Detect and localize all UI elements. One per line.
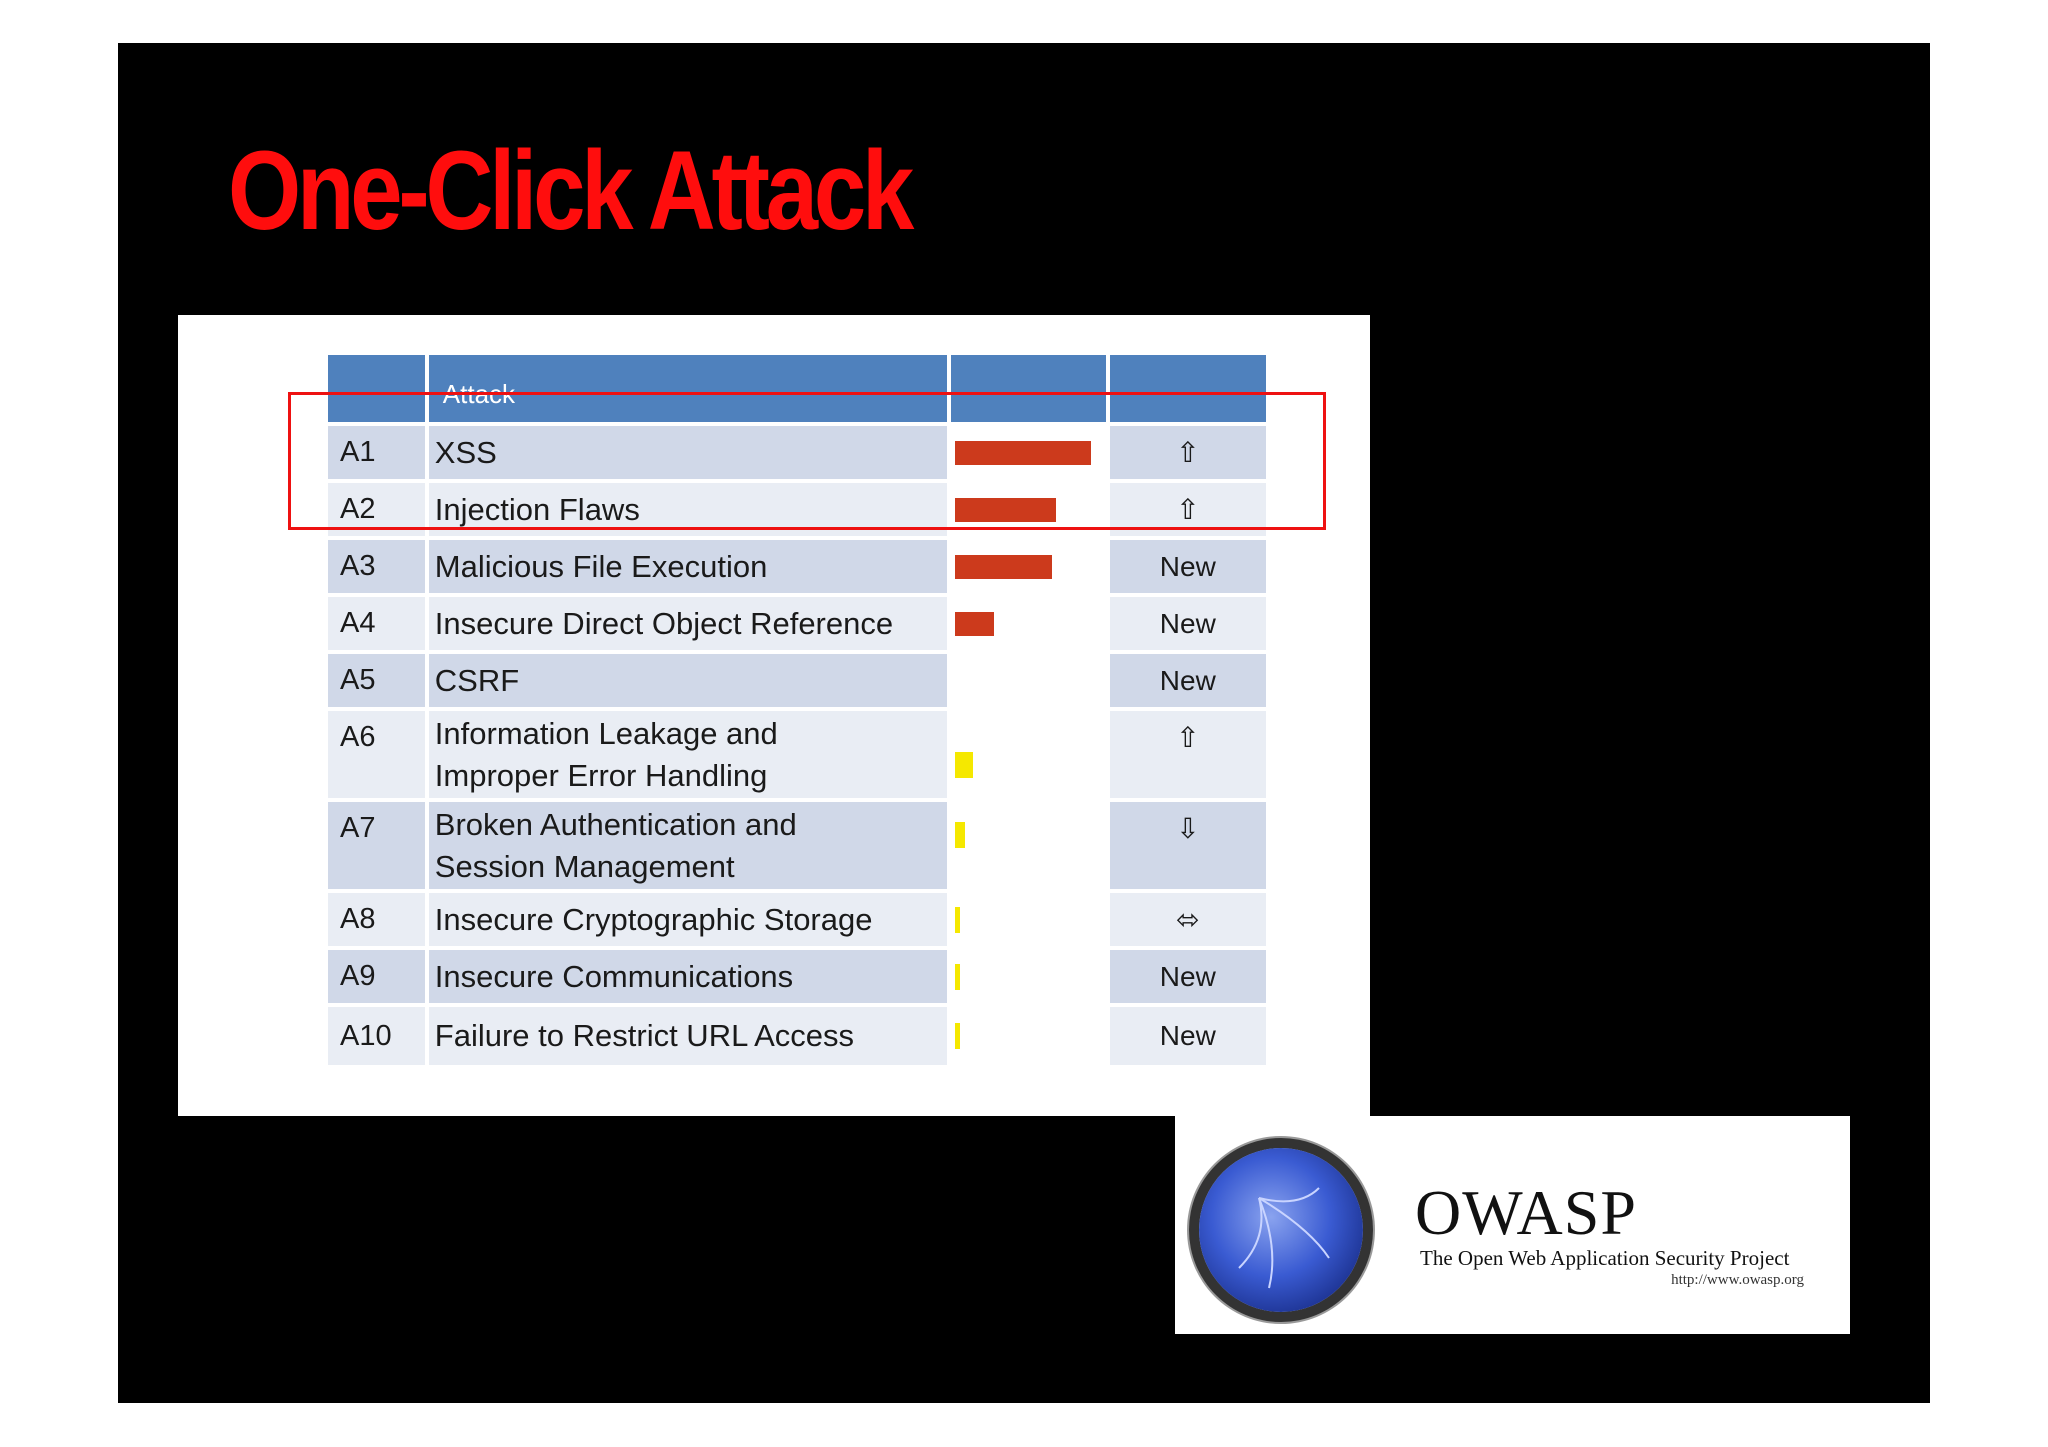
row-name-line: Improper Error Handling — [434, 757, 768, 793]
row-bar-cell — [951, 802, 1106, 889]
trend-label: New — [1110, 1007, 1266, 1065]
logo-url: http://www.owasp.org — [1671, 1272, 1804, 1288]
frequency-bar — [955, 555, 1052, 579]
row-name: Failure to Restrict URL Access — [429, 1007, 947, 1065]
header-attack: Attack — [429, 355, 947, 422]
row-id: A3 — [328, 540, 425, 593]
table-row — [328, 654, 1266, 707]
row-id: A1 — [328, 426, 425, 479]
table-row — [328, 893, 1266, 946]
row-name: Insecure Communications — [429, 950, 947, 1003]
up-arrow-icon: ⇧ — [1110, 483, 1266, 536]
row-id: A4 — [328, 597, 425, 650]
table-row — [328, 1007, 1266, 1065]
row-bar-cell — [951, 597, 1106, 650]
row-name: Injection Flaws — [429, 483, 947, 536]
owasp-logo — [1175, 1116, 1850, 1334]
row-id: A2 — [328, 483, 425, 536]
frequency-bar — [955, 907, 960, 933]
trend-label: New — [1110, 597, 1266, 650]
trend-label: New — [1110, 950, 1266, 1003]
row-name: Insecure Direct Object Reference — [429, 597, 947, 650]
frequency-bar — [955, 612, 994, 636]
row-name-line: Session Management — [434, 848, 735, 884]
row-id: A8 — [328, 893, 425, 946]
row-id: A9 — [328, 950, 425, 1003]
row-bar-cell — [951, 540, 1106, 593]
trend-label: New — [1110, 540, 1266, 593]
logo-tagline: The Open Web Application Security Project — [1420, 1246, 1790, 1270]
row-bar-cell — [951, 893, 1106, 946]
row-id: A7 — [328, 802, 425, 889]
table-row — [328, 802, 1266, 889]
row-id: A5 — [328, 654, 425, 707]
trend-label: New — [1110, 654, 1266, 707]
row-bar-cell — [951, 711, 1106, 798]
row-name: Insecure Cryptographic Storage — [429, 893, 947, 946]
row-bar-cell — [951, 1007, 1106, 1065]
row-name-line: Information Leakage and — [434, 715, 778, 751]
row-id: A10 — [328, 1007, 425, 1065]
frequency-bar — [955, 752, 973, 778]
row-bar-cell — [951, 950, 1106, 1003]
row-name: Malicious File Execution — [429, 540, 947, 593]
left-right-arrow-icon: ⬄ — [1110, 893, 1266, 946]
row-name: CSRF — [429, 654, 947, 707]
row-id: A6 — [328, 711, 425, 798]
up-arrow-icon: ⇧ — [1110, 426, 1266, 479]
slide-title: One-Click Attack — [228, 128, 911, 253]
row-name: XSS — [429, 426, 947, 479]
frequency-bar — [955, 822, 965, 848]
row-bar-cell — [951, 654, 1106, 707]
down-arrow-icon: ⇩ — [1110, 802, 1266, 889]
row-name — [429, 802, 947, 889]
table-row — [328, 711, 1266, 798]
highlight-box — [288, 392, 1326, 530]
owasp-globe-icon — [1199, 1148, 1363, 1312]
row-name — [429, 711, 947, 798]
row-name-line: Broken Authentication and — [434, 806, 797, 842]
frequency-bar — [955, 1023, 960, 1049]
table-row — [328, 540, 1266, 593]
globe-lines-icon — [1199, 1148, 1363, 1312]
table-row — [328, 597, 1266, 650]
up-arrow-icon: ⇧ — [1110, 711, 1266, 798]
table-row — [328, 950, 1266, 1003]
frequency-bar — [955, 964, 960, 990]
logo-name: OWASP — [1415, 1177, 1637, 1248]
